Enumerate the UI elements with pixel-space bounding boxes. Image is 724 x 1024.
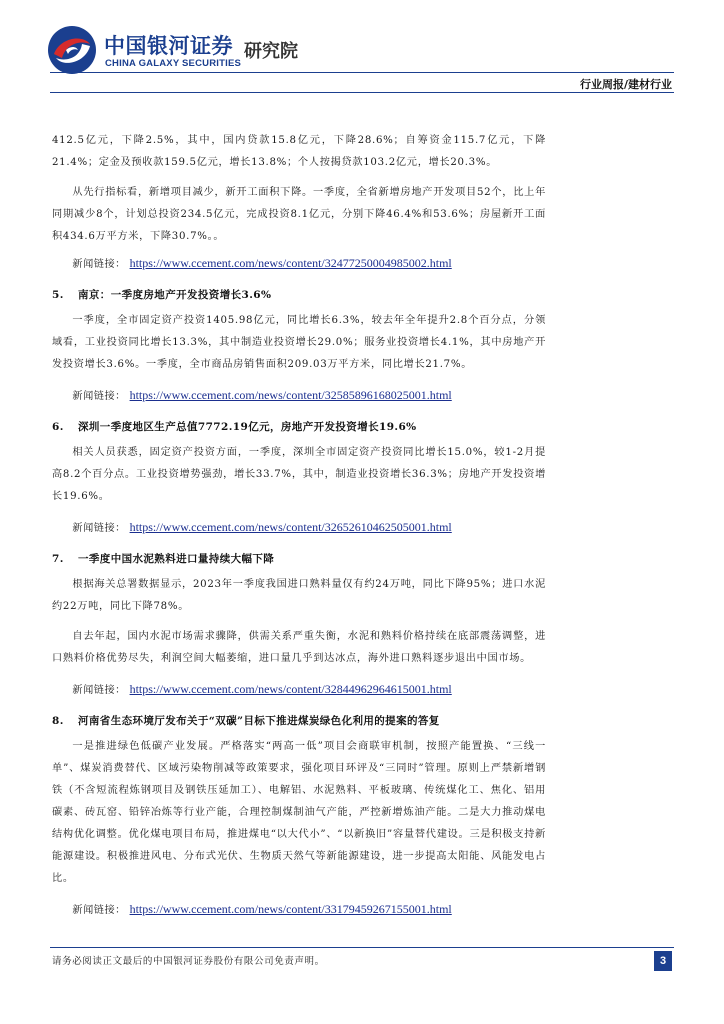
section-heading [52, 548, 546, 570]
news-link-label: 新闻链接： [72, 685, 126, 696]
section-number: 5. [52, 289, 64, 301]
section-number: 7. [52, 553, 64, 565]
brand-name-cn: 中国银河证券 [104, 34, 233, 58]
paragraph: 一季度，全市固定资产投资1405.98亿元，同比增长6.3%，较去年全年提升2.8个百分点，分领域看，工业投资同比增长13.3%，其中制造业投资增长29.0%；服务业投资增长4.1%，其中房地产开发投资增长3.6%。一季度，全市商品房销售面积209.03万平方米，同比增长21.7%。 [52, 315, 546, 370]
footer-disclaimer: 请务必阅读正文最后的中国银河证券股份有限公司免责声明。 [52, 956, 325, 967]
news-link[interactable]: https://www.ccement.com/news/content/32585896168025001.html [129, 388, 452, 402]
header-rule-lower [50, 92, 674, 93]
paragraph: 一是推进绿色低碳产业发展。严格落实“两高一低”项目会商联审机制，按照产能置换、“三线一单”、煤炭消费替代、区域污染物削减等政策要求，强化项目环评及“三同时”管理。原则上严禁新增钢铁（不含短流程炼钢项目及钢铁压延加工）、电解铝、水泥熟料、平板玻璃、传统煤化工、焦化、铝用碳素、砖瓦窑、铅锌冶炼等行业产能，合理控制煤制油气产能，严控新增炼油产能。二是大力推动煤电结构优化调整。优化煤电项目布局，推进煤电“以大代小”、“以新换旧”容量替代建设。三是积极支持新能源建设。积极推进风电、分布式光伏、生物质天然气等新能源建设，进一步提高太阳能、风能发电占比。 [52, 741, 546, 884]
news-link-row [52, 516, 546, 540]
paragraph: 自去年起，国内水泥市场需求骤降，供需关系严重失衡，水泥和熟料价格持续在底部震荡调整，进口熟料价格优势尽失，利润空间大幅萎缩，进口量几乎到达冰点，海外进口熟料逐步退出中国市场。 [52, 631, 546, 664]
institute-label: 研究院 [244, 41, 298, 62]
footer-rule [50, 947, 674, 948]
paragraph: 412.5亿元，下降2.5%，其中，国内贷款15.8亿元，下降28.6%；自筹资金115.7亿元，下降21.4%；定金及预收款159.5亿元，增长13.8%；个人按揭贷款103.2亿元，增长20.3%。 [52, 135, 546, 168]
news-link-label: 新闻链接： [72, 523, 126, 534]
news-link[interactable]: https://www.ccement.com/news/content/32844962964615001.html [129, 682, 452, 696]
brand-name-en: CHINA GALAXY SECURITIES [105, 58, 242, 69]
section-heading [52, 284, 546, 306]
news-link[interactable]: https://www.ccement.com/news/content/33179459267155001.html [129, 902, 452, 916]
main-content [52, 130, 546, 922]
news-link[interactable]: https://www.ccement.com/news/content/32652610462505001.html [129, 520, 452, 534]
section-title: 河南省生态环境厅发布关于“双碳”目标下推进煤炭绿色化利用的提案的答复 [78, 715, 440, 727]
paragraph: 相关人员获悉，固定资产投资方面，一季度，深圳全市固定资产投资同比增长15.0%，较1-2月提高8.2个百分点。工业投资增势强劲，增长33.7%，其中，制造业投资增长36.3%；房地产开发投资增长19.6%。 [52, 447, 546, 502]
section-heading [52, 710, 546, 732]
paragraph: 根据海关总署数据显示，2023年一季度我国进口熟料量仅有约24万吨，同比下降95%；进口水泥约22万吨，同比下降78%。 [52, 579, 546, 612]
news-link-row [52, 252, 546, 276]
news-link-label: 新闻链接： [72, 905, 126, 916]
report-type: 行业周报/建材行业 [579, 78, 672, 91]
news-link-label: 新闻链接： [72, 391, 126, 402]
section-heading [52, 416, 546, 438]
news-link-row [52, 678, 546, 702]
page-number: 3 [654, 951, 672, 971]
section-title: 南京：一季度房地产开发投资增长3.6% [78, 289, 272, 301]
section-title: 深圳一季度地区生产总值7772.19亿元，房地产开发投资增长19.6% [78, 421, 417, 433]
news-link-label: 新闻链接： [72, 259, 126, 270]
news-link-row [52, 898, 546, 922]
section-number: 8. [52, 715, 64, 727]
paragraph: 从先行指标看，新增项目减少，新开工面积下降。一季度，全省新增房地产开发项目52个，比上年同期减少8个，计划总投资234.5亿元，完成投资8.1亿元，分别下降46.4%和53.6%；房屋新开工面积434.6万平方米，下降30.7%。。 [52, 187, 546, 242]
news-link-row [52, 384, 546, 408]
galaxy-swirl-icon [46, 24, 98, 76]
section-title: 一季度中国水泥熟料进口量持续大幅下降 [78, 553, 275, 565]
header-rule [50, 72, 674, 73]
news-link[interactable]: https://www.ccement.com/news/content/32477250004985002.html [129, 256, 452, 270]
section-number: 6. [52, 421, 64, 433]
